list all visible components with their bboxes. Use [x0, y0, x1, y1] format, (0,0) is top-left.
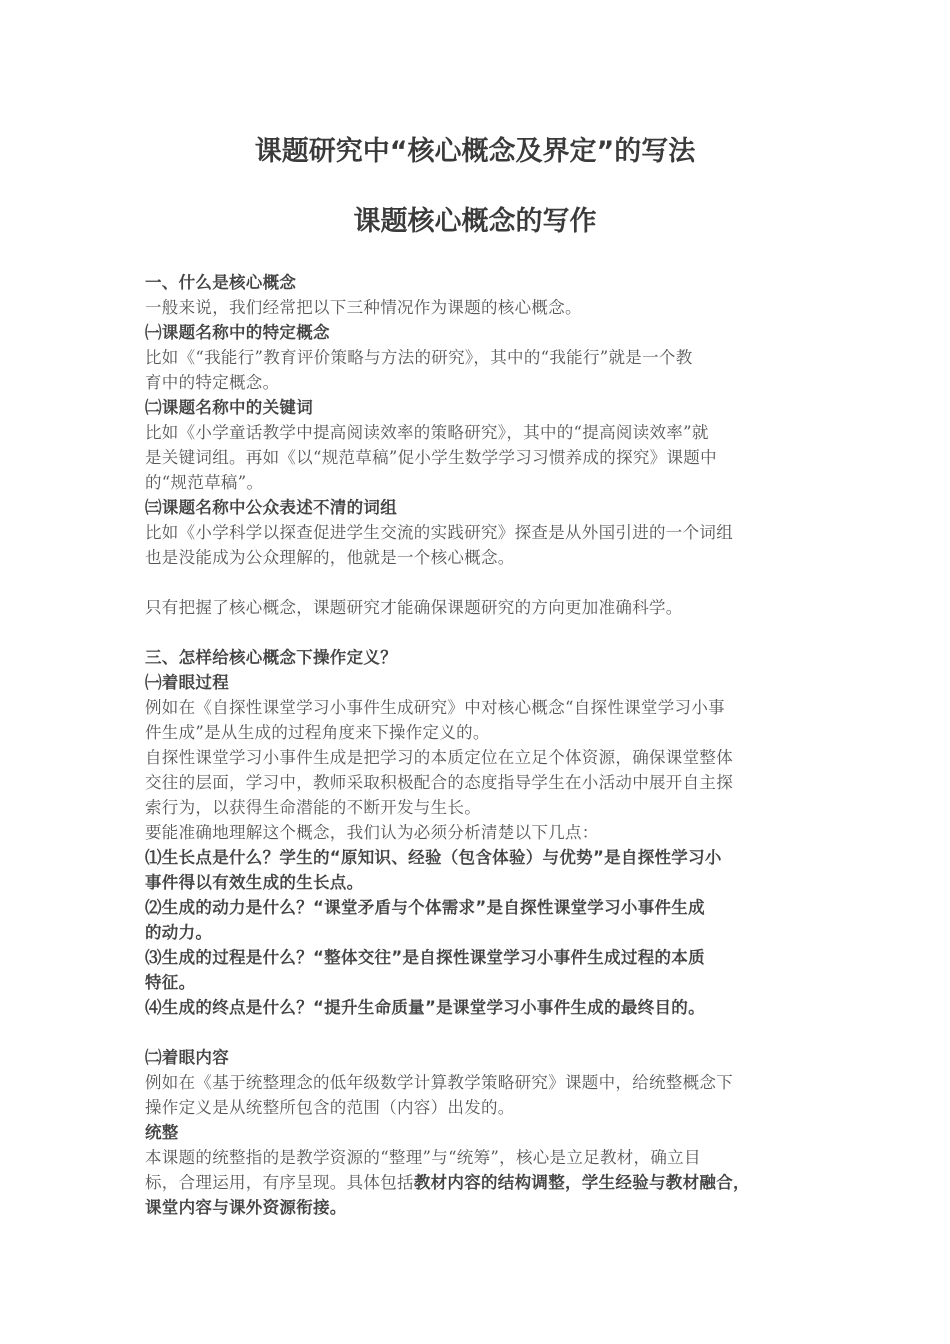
paragraph-line: 本课题的统整指的是教学资源的“整理”与“统筹”，核心是立足教材，确立目	[145, 1148, 701, 1167]
paragraph-line: 例如在《自探性课堂学习小事件生成研究》中对核心概念“自探性课堂学习小事	[145, 698, 725, 717]
blank-line	[145, 1020, 810, 1045]
item-heading: ㈢课题名称中公众表述不清的词组	[145, 498, 397, 517]
paragraph-line: 也是没能成为公众理解的，他就是一个核心概念。	[145, 548, 515, 567]
paragraph-line: 一般来说，我们经常把以下三种情况作为课题的核心概念。	[145, 298, 582, 317]
document-subtitle: 课题核心概念的写作	[353, 206, 597, 237]
paragraph-line: 比如《“我能行”教育评价策略与方法的研究》，其中的“我能行”就是一个教	[145, 348, 693, 367]
item-heading: ㈡课题名称中的关键词	[145, 398, 313, 417]
paragraph-line: 比如《小学童话教学中提高阅读效率的策略研究》，其中的“提高阅读效率”就	[145, 423, 709, 442]
paragraph-line: 索行为，以获得生命潜能的不断开发与生长。	[145, 798, 481, 817]
item-heading: ㈡着眼内容	[145, 1048, 229, 1067]
paragraph-line: 是关键词组。再如《以“规范草稿”促小学生数学学习习惯养成的探究》课题中	[145, 448, 717, 467]
paragraph-line: 交往的层面，学习中，教师采取积极配合的态度指导学生在小活动中展开自主探	[145, 773, 733, 792]
term-heading: 统整	[145, 1123, 179, 1142]
document-title: 课题研究中“核心概念及界定”的写法	[254, 136, 696, 167]
paragraph-line: 的“规范草稿”。	[145, 473, 264, 492]
point-line: 的动力。	[145, 923, 213, 942]
point-line: 事件得以有效生成的生长点。	[145, 873, 364, 892]
bold-text: 教材内容的结构调整，学生经验与教材融合，	[413, 1173, 750, 1192]
document-body	[145, 270, 810, 1220]
paragraph-line: 自探性课堂学习小事件生成是把学习的本质定位在立足个体资源，确保课堂整体	[145, 748, 733, 767]
plain-text: 标，合理运用，有序呈现。具体包括	[145, 1173, 414, 1192]
blank-line	[145, 620, 810, 645]
paragraph-line: 要能准确地理解这个概念，我们认为必须分析清楚以下几点：	[145, 823, 599, 842]
summary-line: 只有把握了核心概念，课题研究才能确保课题研究的方向更加准确科学。	[145, 598, 683, 617]
paragraph-line: 例如在《基于统整理念的低年级数学计算教学策略研究》课题中，给统整概念下	[145, 1073, 733, 1092]
paragraph-line: 比如《小学科学以探查促进学生交流的实践研究》探查是从外国引进的一个词组	[145, 523, 733, 542]
point-line: ⑶生成的过程是什么？“整体交往”是自探性课堂学习小事件生成过程的本质	[145, 948, 705, 967]
section-heading: 一、什么是核心概念	[145, 273, 297, 292]
paragraph-line: 件生成”是从生成的过程角度来下操作定义的。	[145, 723, 490, 742]
paragraph-line	[145, 1170, 810, 1195]
section-heading: 三、怎样给核心概念下操作定义？	[145, 648, 397, 667]
point-line: ⑴生长点是什么？学生的“原知识、经验（包含体验）与优势”是自探性学习小	[145, 848, 722, 867]
blank-line	[145, 570, 810, 595]
paragraph-line: 育中的特定概念。	[145, 373, 280, 392]
item-heading: ㈠着眼过程	[145, 673, 229, 692]
point-line: 特征。	[145, 973, 196, 992]
item-heading: ㈠课题名称中的特定概念	[145, 323, 330, 342]
point-line: ⑵生成的动力是什么？“课堂矛盾与个体需求”是自探性课堂学习小事件生成	[145, 898, 705, 917]
point-line: 课堂内容与课外资源衔接。	[145, 1198, 347, 1217]
paragraph-line: 操作定义是从统整所包含的范围（内容）出发的。	[145, 1098, 515, 1117]
point-line: ⑷生成的终点是什么？“提升生命质量”是课堂学习小事件生成的最终目的。	[145, 998, 705, 1017]
